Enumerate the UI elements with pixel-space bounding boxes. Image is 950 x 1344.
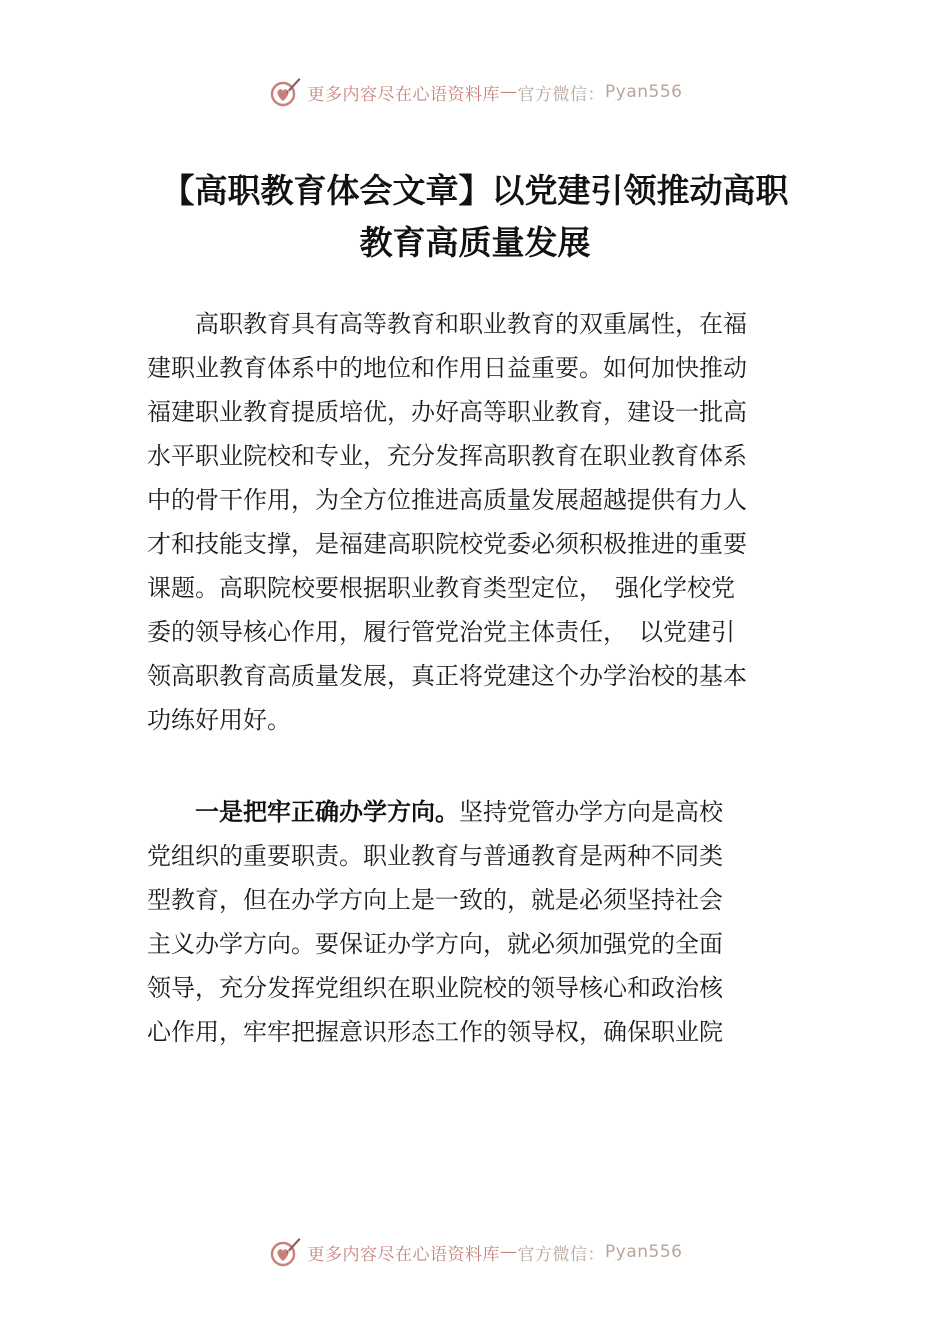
paragraph-line: 党组织的重要职责。职业教育与普通教育是两种不同类 [147, 842, 723, 870]
paragraph-line: 福建职业教育提质培优，办好高等职业教育，建设一批高 [147, 398, 747, 426]
section-heading-inline: 一是把牢正确办学方向。 [147, 798, 459, 826]
paragraph-line: 课题。高职院校要根据职业教育类型定位， 强化学校党 [147, 574, 735, 602]
paragraph-line: 主义办学方向。要保证办学方向，就必须加强党的全面 [147, 930, 723, 958]
watermark-wechat-id: Pyan556 [605, 82, 683, 102]
watermark-main-text: 更多内容尽在心语资料库 [307, 84, 501, 105]
paragraph-line-rest: 坚持党管办学方向是高校 [459, 798, 723, 826]
pen-heart-logo-icon [268, 75, 302, 109]
document-title [130, 165, 820, 269]
paragraph-line: 型教育，但在办学方向上是一致的，就是必须坚持社会 [147, 886, 723, 914]
paragraph-line: 水平职业院校和专业，充分发挥高职教育在职业教育体系 [147, 442, 747, 470]
paragraph-line: 高职教育具有高等教育和职业教育的双重属性，在福 [147, 310, 747, 338]
pen-heart-logo-icon [268, 1235, 302, 1269]
paragraph-first-line [147, 790, 827, 834]
watermark-main-text: 更多内容尽在心语资料库 [307, 1244, 501, 1265]
watermark-wechat-label: 官方微信： [517, 1244, 606, 1265]
paragraph-line: 心作用，牢牢把握意识形态工作的领导权，确保职业院 [147, 1018, 723, 1046]
watermark-dash: — [500, 1242, 518, 1262]
paragraph-intro [147, 302, 827, 742]
paragraph-line: 中的骨干作用，为全方位推进高质量发展超越提供有力人 [147, 486, 747, 514]
paragraph-line: 建职业教育体系中的地位和作用日益重要。如何加快推动 [147, 354, 747, 382]
paragraph-section-one [147, 790, 827, 1054]
footer-watermark [0, 1232, 950, 1272]
paragraph-line: 领导，充分发挥党组织在职业院校的领导核心和政治核 [147, 974, 723, 1002]
title-line-1: 【高职教育体会文章】以党建引领推动高职 [161, 171, 789, 210]
watermark-wechat-label: 官方微信： [517, 84, 606, 105]
paragraph-line: 委的领导核心作用，履行管党治党主体责任， 以党建引 [147, 618, 735, 646]
paragraph-line: 才和技能支撑，是福建高职院校党委必须积极推进的重要 [147, 530, 747, 558]
header-watermark [0, 72, 950, 112]
title-line-2: 教育高质量发展 [359, 223, 591, 262]
watermark-wechat-id: Pyan556 [605, 1242, 683, 1262]
watermark-dash: — [500, 82, 518, 102]
paragraph-line: 领高职教育高质量发展，真正将党建这个办学治校的基本 [147, 662, 747, 690]
paragraph-line: 功练好用好。 [147, 706, 291, 734]
